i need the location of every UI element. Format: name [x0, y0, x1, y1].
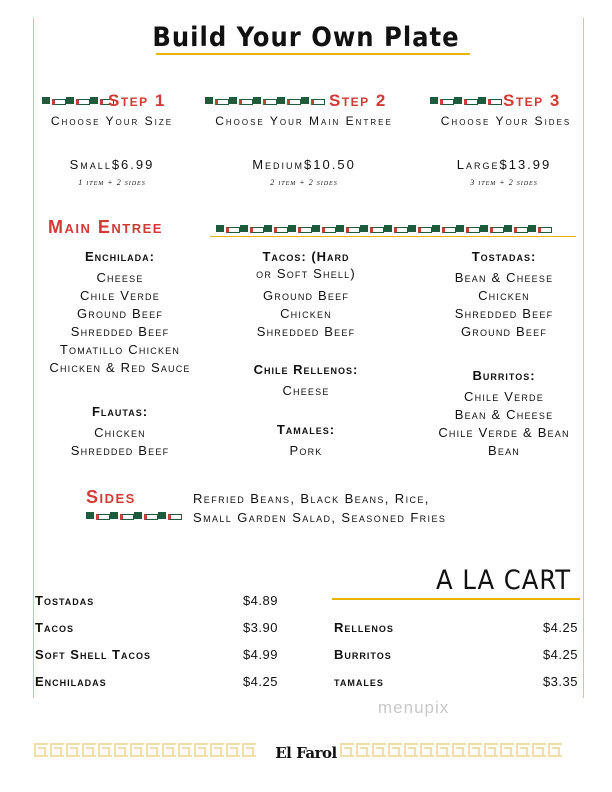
step-3-heading: Step 3: [503, 91, 561, 110]
list-item: Chicken: [94, 425, 146, 440]
a-la-cart-rule: [332, 598, 580, 600]
cart-item-name: Soft Shell Tacos: [35, 647, 152, 662]
aztec-pattern-icon: [430, 96, 498, 105]
tacos-column: [222, 248, 390, 341]
aztec-pattern-icon: [86, 511, 178, 520]
flautas-column: [32, 403, 208, 460]
tamales-column: [222, 421, 390, 460]
watermark: menupix: [378, 698, 450, 717]
list-item: Bean & Cheese: [454, 270, 554, 285]
cart-item-name: Tacos: [35, 620, 74, 635]
title-underline: [156, 53, 470, 55]
list-item: Chile Verde & Bean: [438, 425, 570, 440]
enchilada-column: [32, 248, 208, 377]
step-2-heading: Step 2: [329, 91, 387, 110]
burritos-heading: Burritos:: [472, 368, 536, 383]
greek-key-border-left: [34, 743, 258, 765]
step-2-subtitle: Choose Your Main Entree: [215, 114, 393, 128]
tostadas-heading: Tostadas:: [471, 249, 537, 264]
list-item: Chicken: [280, 306, 332, 321]
tamales-heading: Tamales:: [276, 422, 336, 437]
burritos-column: [420, 367, 588, 460]
aztec-pattern-icon: [42, 96, 110, 105]
size-small-note: 1 item + 2 sides: [78, 178, 146, 187]
list-item: Cheese: [96, 270, 144, 285]
page-title: Build Your Own Plate: [152, 22, 460, 53]
tostadas-column: [420, 248, 588, 341]
list-item: Shredded Beef: [70, 324, 170, 339]
list-item: Shredded Beef: [454, 306, 554, 321]
list-item: Shredded Beef: [70, 443, 170, 458]
tacos-heading-line1: Tacos: (Hard: [262, 249, 350, 264]
list-item: Pork: [289, 443, 323, 458]
list-item: Shredded Beef: [256, 324, 356, 339]
cart-item-price: $3.90: [242, 620, 278, 635]
size-medium: Medium$10.50: [252, 157, 356, 172]
el-farol-logo: El Farol: [275, 744, 337, 762]
cart-item-name: Burritos: [334, 647, 392, 662]
list-item: Chicken & Red Sauce: [49, 360, 191, 375]
greek-key-border-right: [340, 743, 564, 765]
sides-list: [193, 489, 446, 527]
size-large: Large$13.99: [456, 157, 552, 172]
size-small: Small$6.99: [69, 157, 155, 172]
cart-item-price: $4.25: [542, 647, 578, 662]
cart-item-price: $4.25: [242, 674, 278, 689]
list-item: Ground Beef: [262, 288, 350, 303]
enchilada-heading: Enchilada:: [85, 249, 155, 264]
list-item: Bean & Cheese: [454, 407, 554, 422]
cart-item-price: $3.35: [542, 674, 578, 689]
cart-item-price: $4.25: [542, 620, 578, 635]
step-3-subtitle: Choose Your Sides: [440, 114, 572, 128]
size-large-note: 3 item + 2 sides: [470, 178, 538, 187]
cart-item-price: $4.89: [242, 593, 278, 608]
step-1-heading: Step 1: [108, 91, 166, 110]
list-item: Cheese: [282, 383, 330, 398]
list-item: Ground Beef: [460, 324, 548, 339]
list-item: Bean: [488, 443, 520, 458]
flautas-heading: Flautas:: [91, 404, 149, 419]
cart-item-price: $4.99: [242, 647, 278, 662]
size-medium-note: 2 item + 2 sides: [270, 178, 338, 187]
chile-rellenos-heading: Chile Rellenos:: [253, 362, 359, 377]
cart-item-name: tamales: [334, 674, 384, 689]
tacos-heading-line2: or Soft Shell): [256, 266, 356, 281]
aztec-pattern-icon: [205, 96, 321, 105]
sides-line-2: Small Garden Salad, Seasoned Fries: [193, 510, 447, 525]
step-1-subtitle: Choose Your Size: [50, 114, 174, 128]
cart-item-name: Rellenos: [334, 620, 394, 635]
sides-title: Sides: [86, 487, 136, 507]
list-item: Ground Beef: [76, 306, 164, 321]
aztec-pattern-icon: [216, 224, 548, 233]
cart-item-name: Tostadas: [35, 593, 95, 608]
list-item: Tomatillo Chicken: [59, 342, 181, 357]
list-item: Chicken: [478, 288, 530, 303]
cart-item-name: Enchiladas: [35, 674, 107, 689]
main-entree-rule: [210, 236, 576, 237]
chile-rellenos-column: [222, 361, 390, 400]
main-entree-title: Main Entree: [48, 217, 163, 237]
sides-line-1: Refried Beans, Black Beans, Rice,: [193, 491, 430, 506]
list-item: Chile Verde: [464, 389, 544, 404]
list-item: Chile Verde: [80, 288, 160, 303]
a-la-cart-title: A LA CART: [436, 565, 572, 596]
